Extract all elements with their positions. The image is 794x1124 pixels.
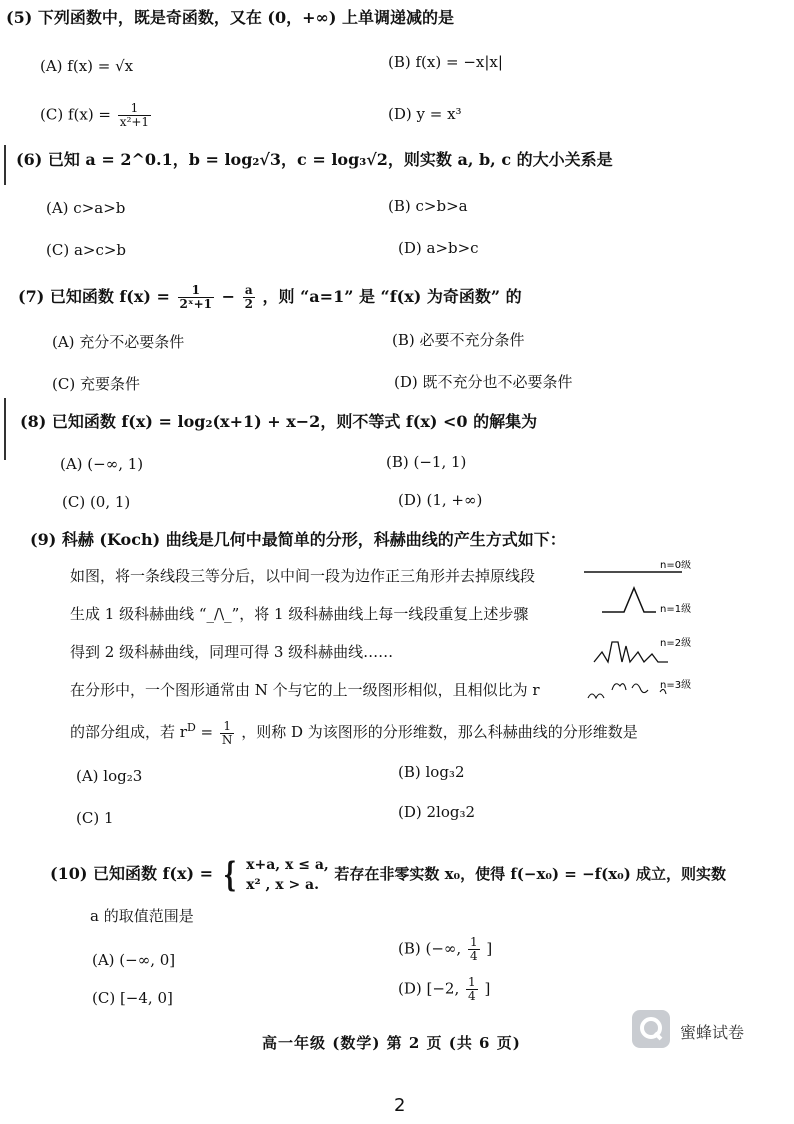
q10-option-b-prefix: (B) (−∞,: [398, 939, 462, 958]
q7-fraction-2: [243, 284, 255, 311]
q5-option-d: (D) y = x³: [388, 105, 462, 123]
q5-option-c-fraction: [118, 102, 151, 129]
koch-label-2: n=2级: [660, 638, 692, 649]
margin-mark: [4, 145, 6, 185]
koch-level-2: [594, 642, 668, 662]
q9-line-4: 在分形中，一个图形通常由 N 个与它的上一级图形相似，且相似比为 r: [70, 681, 540, 699]
q7-fraction-1: [178, 284, 214, 311]
q10-option-b: [398, 936, 492, 963]
piecewise-cases: [246, 855, 329, 895]
q10-option-d-suffix: ]: [484, 979, 491, 998]
q6-option-a: (A) c>a>b: [46, 199, 126, 217]
q7-option-a: (A) 充分不必要条件: [52, 333, 185, 351]
fraction-numerator: a: [243, 284, 255, 298]
fraction-denominator: N: [221, 732, 233, 747]
q7-stem: [18, 284, 522, 311]
fraction-numerator: 1: [469, 935, 478, 949]
q9-option-b: (B) log₃2: [398, 763, 465, 781]
q9-line-2: 生成 1 级科赫曲线 “_/\_”，将 1 级科赫曲线上每一线段重复上述步骤: [70, 605, 529, 623]
q5-option-c-prefix: (C) f(x) =: [40, 105, 112, 124]
q10-line-2: a 的取值范围是: [90, 907, 194, 925]
q9-option-d: (D) 2log₃2: [398, 803, 476, 821]
q10-option-c: (C) [−4, 0]: [92, 989, 173, 1007]
page-number: 2: [394, 1095, 406, 1116]
q8-option-d: (D) (1, +∞): [398, 491, 483, 509]
q9-line-5-prefix: 的部分组成，若 r: [70, 723, 187, 741]
brand-logo-icon: [632, 1010, 670, 1048]
q7-option-b: (B) 必要不充分条件: [392, 331, 525, 349]
q10-option-d-prefix: (D) [−2,: [398, 979, 460, 998]
fraction-numerator: 1: [178, 284, 214, 298]
q8-option-b: (B) (−1, 1): [386, 453, 467, 471]
koch-curve-figure: [582, 560, 702, 710]
koch-label-3: n=3级: [660, 680, 692, 691]
q9-stem: (9) 科赫 (Koch) 曲线是几何中最简单的分形，科赫曲线的产生方式如下：: [30, 530, 566, 549]
q8-stem: (8) 已知函数 f(x) = log₂(x+1) + x−2，则不等式 f(x) <0 的解集为: [20, 412, 538, 431]
q6-stem: (6) 已知 a = 2^0.1，b = log₂√3，c = log₃√2，则实数 a, b, c 的大小关系是: [16, 150, 613, 169]
fraction-denominator: 4: [469, 949, 478, 963]
q6-option-c: (C) a>c>b: [46, 241, 127, 259]
q5-option-c: [40, 102, 153, 129]
piecewise-case-2: x² , x > a.: [246, 876, 319, 893]
margin-mark: [4, 398, 6, 460]
q8-option-c: (C) (0, 1): [62, 493, 131, 511]
q5-stem: (5) 下列函数中，既是奇函数，又在 (0，+∞) 上单调递减的是: [6, 8, 454, 27]
q7-option-c: (C) 充要条件: [52, 375, 140, 393]
q9-line-5-suffix: ，则称 D 为该图形的分形维数，那么科赫曲线的分形维数是: [241, 723, 638, 741]
q10-stem: [50, 852, 726, 896]
q9-equals: =: [195, 723, 214, 741]
q7-stem-prefix: (7) 已知函数 f(x) =: [18, 287, 170, 306]
koch-level-3: [588, 684, 666, 698]
q10-option-d-fraction: [466, 976, 478, 1003]
fraction-numerator: 1: [468, 975, 476, 989]
fraction-denominator: x²+1: [119, 115, 150, 129]
q6-option-d: (D) a>b>c: [398, 239, 479, 257]
q6-option-b: (B) c>b>a: [388, 197, 468, 215]
fraction-numerator: 1: [220, 720, 235, 734]
piecewise-case-1: x+a, x ≤ a,: [246, 856, 329, 873]
q10-stem-suffix: 若存在非零实数 x₀，使得 f(−x₀) = −f(x₀) 成立，则实数: [334, 865, 727, 883]
piecewise-brace: {: [223, 854, 237, 895]
koch-label-0: n=0级: [660, 560, 692, 571]
page-footer: 高一年级 (数学) 第 2 页 (共 6 页): [262, 1034, 521, 1052]
koch-level-1: [602, 588, 656, 612]
fraction-denominator: 2ˣ+1: [179, 297, 213, 311]
q10-option-a: (A) (−∞, 0]: [92, 951, 176, 969]
fraction-numerator: 1: [118, 102, 151, 116]
fraction-denominator: 2: [244, 297, 253, 311]
q10-option-d: [398, 976, 490, 1003]
q7-minus: −: [221, 287, 235, 306]
q5-option-b: (B) f(x) = −x|x|: [388, 53, 503, 71]
brand-name: 蜜蜂试卷: [680, 1023, 745, 1042]
koch-label-1: n=1级: [660, 604, 692, 615]
q7-stem-suffix: ，则 “a=1” 是 “f(x) 为奇函数” 的: [262, 287, 522, 306]
fraction-denominator: 4: [468, 989, 476, 1003]
q7-option-d: (D) 既不充分也不必要条件: [394, 373, 573, 391]
q9-line-1: 如图，将一条线段三等分后，以中间一段为边作正三角形并去掉原线段: [70, 567, 536, 585]
q10-option-b-fraction: [468, 936, 480, 963]
q5-option-a: (A) f(x) = √x: [40, 57, 134, 75]
q8-option-a: (A) (−∞, 1): [60, 455, 144, 473]
q9-option-c: (C) 1: [76, 809, 114, 827]
q9-exponent: D: [186, 721, 196, 734]
q9-line-3: 得到 2 级科赫曲线，同理可得 3 级科赫曲线……: [70, 643, 394, 661]
q10-option-b-suffix: ]: [486, 939, 493, 958]
brand-logo-glyph: [632, 1010, 670, 1048]
q9-option-a: (A) log₂3: [76, 767, 143, 785]
q9-line-5: [70, 718, 638, 747]
q9-fraction: [220, 720, 235, 747]
q10-stem-prefix: (10) 已知函数 f(x) =: [50, 864, 214, 883]
